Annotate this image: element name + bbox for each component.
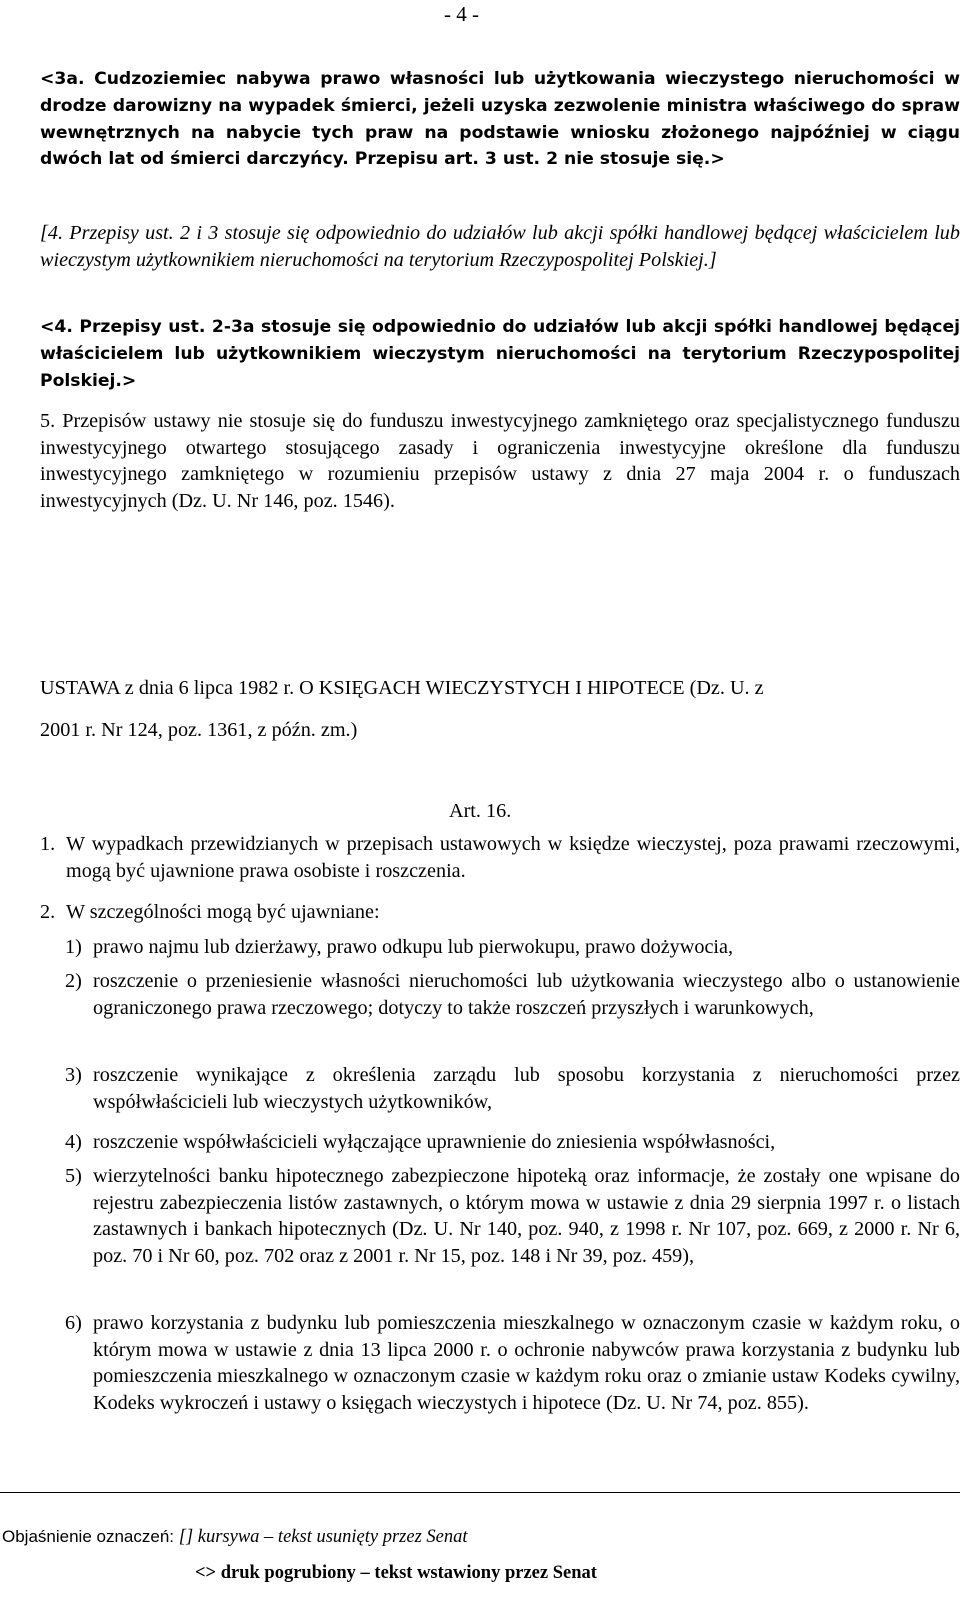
article-paragraph-2-number: 2.	[40, 901, 56, 923]
legend-label: Objaśnienie oznaczeń:	[2, 1527, 175, 1546]
list-item-number: 5)	[65, 1165, 82, 1187]
list-item-text: roszczenie wynikające z określenia zarządu lub sposobu korzystania z nieruchomości przez współwłaścicieli lub wieczystych użytkowników,	[93, 1064, 960, 1113]
list-item	[65, 1310, 960, 1416]
paragraph-4-added: <4. Przepisy ust. 2-3a stosuje się odpowiednio do udziałów lub akcji spółki handlowej będącej właścicielem lub użytkownikiem wieczystym nieruchomości na terytorium Rzeczypospolitej Polskiej.>	[40, 317, 960, 391]
paragraph-5-number: 5.	[40, 410, 56, 432]
statute-title-line-1: USTAWA z dnia 6 lipca 1982 r. O KSIĘGACH WIECZYSTYCH I HIPOTECE (Dz. U. z	[40, 677, 764, 699]
list-item-number: 6)	[65, 1312, 82, 1334]
article-paragraph-1-number: 1.	[40, 833, 56, 855]
article-paragraph-1	[40, 831, 960, 884]
list-item	[65, 1129, 960, 1156]
paragraph-5	[40, 408, 960, 514]
footer-divider	[0, 1492, 960, 1493]
list-item-text: roszczenie współwłaścicieli wyłączające uprawnienie do zniesienia współwłasności,	[93, 1131, 776, 1153]
page-number: - 4 -	[444, 2, 479, 26]
list-item-number: 2)	[65, 970, 82, 992]
paragraph-4-removed: [4. Przepisy ust. 2 i 3 stosuje się odpowiednio do udziałów lub akcji spółki handlowej będącej właścicielem lub wieczystym użytkownikiem nieruchomości na terytorium Rzeczypospolitej Polskiej.]	[40, 222, 960, 271]
legend-italic-note: [] kursywa – tekst usunięty przez Senat	[178, 1527, 468, 1547]
list-item-text: wierzytelności banku hipotecznego zabezpieczone hipoteką oraz informacje, że zostały one wpisane do rejestru zabezpieczenia listów zastawnych, o którym mowa w ustawie z dnia 29 sierpnia 1997 r. o listach zastawnych i bankach hipotecznych (Dz. U. Nr 140, poz. 940, z 1998 r. Nr 107, poz. 669, z 2000 r. Nr 6, poz. 70 i Nr 60, poz. 702 oraz z 2001 r. Nr 15, poz. 148 i Nr 39, poz. 459),	[93, 1165, 960, 1267]
list-item-text: roszczenie o przeniesienie własności nieruchomości lub użytkowania wieczystego albo o ustanowienie ograniczonego prawa rzeczowego; dotyczy to także roszczeń przyszłych i warunkowych,	[93, 970, 960, 1019]
article-heading: Art. 16.	[449, 800, 512, 822]
article-paragraph-2-text: W szczególności mogą być ujawniane:	[66, 901, 380, 923]
statute-title-line-2: 2001 r. Nr 124, poz. 1361, z późn. zm.)	[40, 719, 358, 741]
list-item	[65, 1062, 960, 1115]
article-paragraph-1-text: W wypadkach przewidzianych w przepisach ustawowych w księdze wieczystej, poza prawami rzeczowymi, mogą być ujawnione prawa osobiste i roszczenia.	[66, 833, 960, 882]
list-item-text: prawo najmu lub dzierżawy, prawo odkupu lub pierwokupu, prawo dożywocia,	[93, 936, 734, 958]
list-item-number: 1)	[65, 936, 82, 958]
list-item	[65, 1163, 960, 1269]
list-item-number: 3)	[65, 1064, 82, 1086]
list-item	[65, 968, 960, 1021]
list-item-number: 4)	[65, 1131, 82, 1153]
article-paragraph-2	[40, 899, 960, 926]
paragraph-3a-added: <3a. Cudzoziemiec nabywa prawo własności lub użytkowania wieczystego nieruchomości w drodze darowizny na wypadek śmierci, jeżeli uzyska zezwolenie ministra właściwego do spraw wewnętrznych na nabycie tych praw na podstawie wniosku złożonego najpóźniej w ciągu dwóch lat od śmierci darczyńcy. Przepisu art. 3 ust. 2 nie stosuje się.>	[40, 69, 960, 170]
legend-line-1	[2, 1527, 468, 1548]
legend-bold-note: <> druk pogrubiony – tekst wstawiony przez Senat	[195, 1563, 597, 1583]
list-item-text: prawo korzystania z budynku lub pomieszczenia mieszkalnego w oznaczonym czasie w każdym roku, o którym mowa w ustawie z dnia 13 lipca 2000 r. o ochronie nabywców prawa korzystania z budynku lub pomieszczenia mieszkalnego w oznaczonym czasie w każdym roku oraz o zmianie ustaw Kodeks cywilny, Kodeks wykroczeń i ustawy o księgach wieczystych i hipotece (Dz. U. Nr 74, poz. 855).	[93, 1312, 960, 1414]
paragraph-5-text: Przepisów ustawy nie stosuje się do funduszu inwestycyjnego zamkniętego oraz specjalistycznego funduszu inwestycyjnego otwartego stosującego zasady i ograniczenia inwestycyjne określone dla funduszu inwestycyjnego zamkniętego w rozumieniu przepisów ustawy z dnia 27 maja 2004 r. o funduszach inwestycyjnych (Dz. U. Nr 146, poz. 1546).	[40, 410, 960, 512]
list-item	[65, 934, 960, 961]
